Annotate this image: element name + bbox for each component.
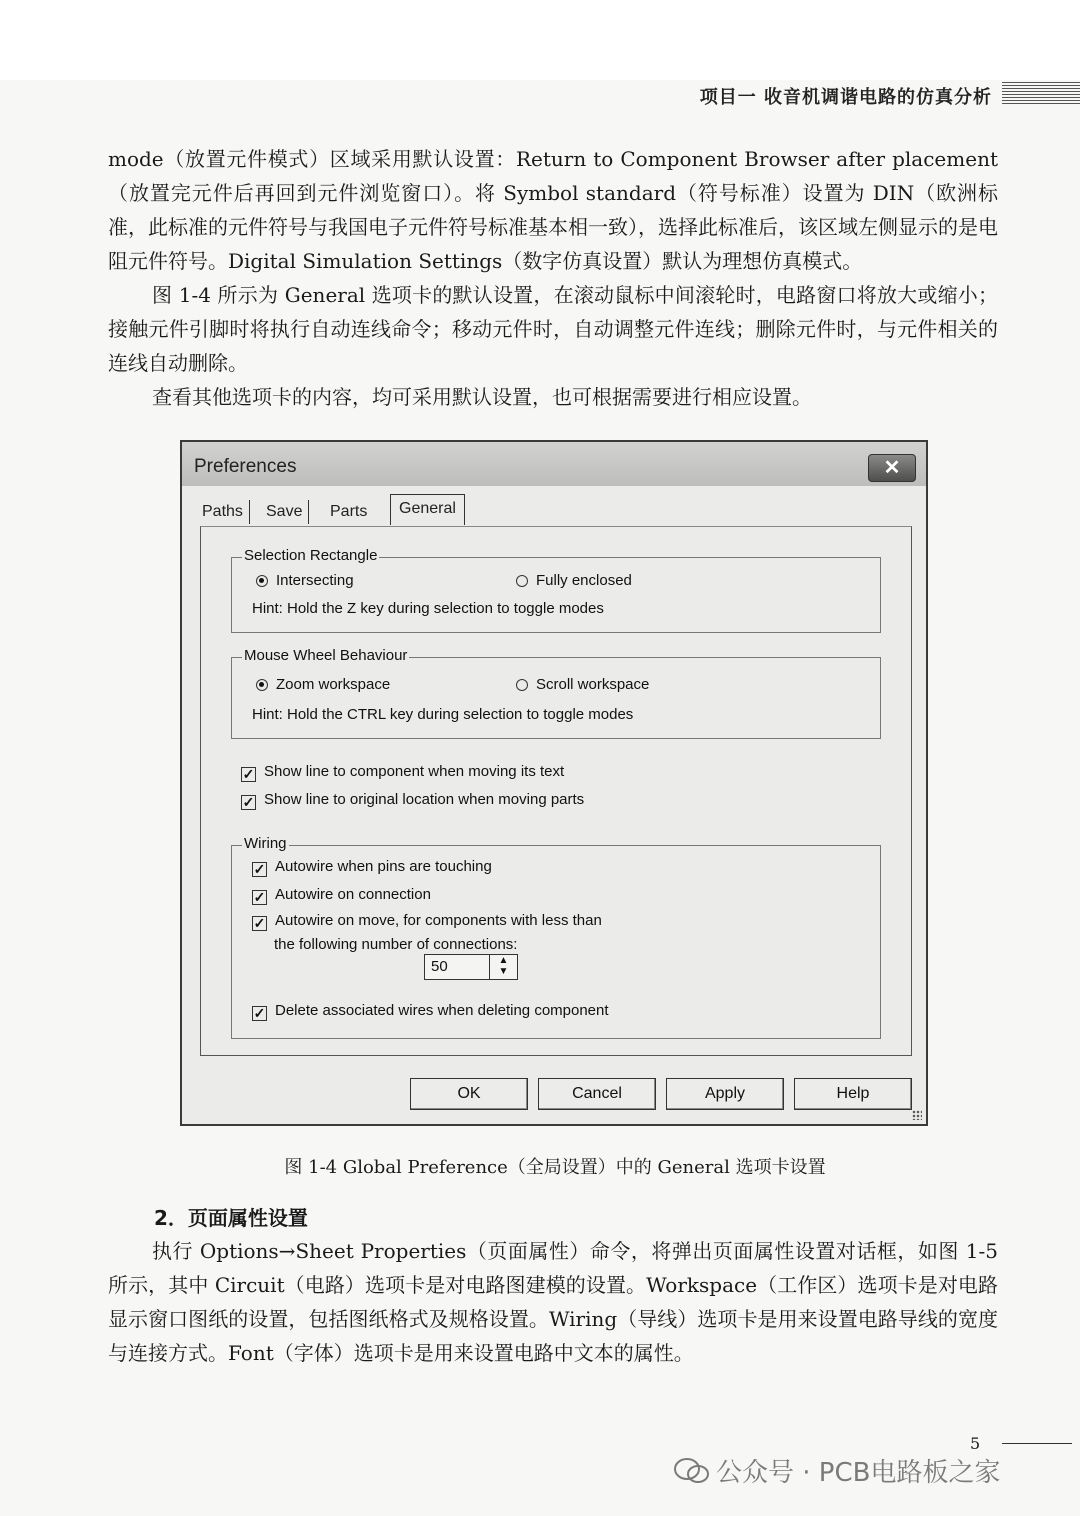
header-stripes <box>1002 82 1080 106</box>
connections-spinner[interactable] <box>424 954 518 980</box>
autowire-connection-label: Autowire on connection <box>275 886 431 903</box>
cancel-button[interactable]: Cancel <box>538 1078 656 1110</box>
radio-selected-icon <box>256 679 268 691</box>
autowire-move-checkbox[interactable] <box>252 912 602 931</box>
mouse-wheel-group <box>231 647 881 739</box>
selection-rectangle-title: Selection Rectangle <box>244 547 378 564</box>
checkmark-icon: ✓ <box>242 794 255 810</box>
zoom-workspace-radio[interactable] <box>256 676 390 693</box>
wechat-icon <box>672 1456 712 1486</box>
preferences-dialog <box>180 440 928 1126</box>
zoom-workspace-label: Zoom workspace <box>276 676 391 693</box>
autowire-move-label-2: the following number of connections: <box>274 936 518 953</box>
connections-value: 50 <box>431 958 448 975</box>
header-title: 项目一 收音机调谐电路的仿真分析 <box>699 87 992 108</box>
checkmark-icon: ✓ <box>253 861 266 877</box>
page-number-rule <box>1002 1443 1072 1444</box>
selection-rectangle-group <box>231 547 881 633</box>
help-button[interactable]: Help <box>794 1078 912 1110</box>
figure-caption: 图 1-4 Global Preference（全局设置）中的 General 选项卡设置 <box>284 1157 826 1178</box>
selection-hint: Hint: Hold the Z key during selection to toggle modes <box>252 600 604 617</box>
checkmark-icon: ✓ <box>242 766 255 782</box>
autowire-pins-checkbox[interactable] <box>252 858 492 877</box>
autowire-move-label: Autowire on move, for components with less than <box>275 912 602 929</box>
wiring-group <box>231 835 881 1039</box>
tab-general[interactable]: General <box>390 494 465 525</box>
intersecting-radio[interactable] <box>256 572 354 589</box>
scroll-workspace-label: Scroll workspace <box>536 676 650 693</box>
mouse-wheel-title: Mouse Wheel Behaviour <box>244 647 408 664</box>
radio-unselected-icon <box>516 679 528 691</box>
tab-paths[interactable]: Paths <box>196 500 250 524</box>
running-header <box>0 80 1080 110</box>
show-line-text-label: Show line to component when moving its text <box>264 763 565 780</box>
general-tab-panel <box>200 526 912 1056</box>
paragraph-3: 查看其他选项卡的内容，均可采用默认设置，也可根据需要进行相应设置。 <box>152 385 812 409</box>
resize-grip-icon[interactable] <box>912 1110 922 1120</box>
checkmark-icon: ✓ <box>253 1005 266 1021</box>
page-number: 5 <box>970 1434 981 1453</box>
tab-save[interactable]: Save <box>260 500 309 524</box>
spinner-arrows-icon[interactable]: ▲ ▼ <box>489 955 517 979</box>
autowire-pins-label: Autowire when pins are touching <box>275 858 492 875</box>
mouse-wheel-hint: Hint: Hold the CTRL key during selection to toggle modes <box>252 706 634 723</box>
section-heading: 2．页面属性设置 <box>154 1206 308 1230</box>
apply-button[interactable]: Apply <box>666 1078 784 1110</box>
delete-wires-label: Delete associated wires when deleting component <box>275 1002 609 1019</box>
show-line-text-checkbox[interactable] <box>241 763 564 782</box>
show-line-parts-checkbox[interactable] <box>241 791 584 810</box>
dialog-titlebar[interactable] <box>182 442 926 486</box>
ok-button[interactable]: OK <box>410 1078 528 1110</box>
delete-wires-checkbox[interactable] <box>252 1002 609 1021</box>
checkmark-icon: ✓ <box>253 889 266 905</box>
show-line-parts-label: Show line to original location when moving parts <box>264 791 585 808</box>
radio-selected-icon <box>256 575 268 587</box>
autowire-connection-checkbox[interactable] <box>252 886 431 905</box>
fully-enclosed-label: Fully enclosed <box>536 572 632 589</box>
dialog-title: Preferences <box>194 456 297 477</box>
watermark <box>672 1452 1000 1489</box>
checkmark-icon: ✓ <box>253 915 266 931</box>
paragraph-1: mode（放置元件模式）区域采用默认设置：Return to Component Browser after placement（放置完元件后再回到元件浏览窗口）。将 Symbol standard（符号标准）设置为 DIN（欧洲标准，此标准的元件符号与我国电子元件符号标准基本相一致），选择此标准后，该区域左侧显示的是电阻元件符号。Digital Simulation Settings（数字仿真设置）默认为理想仿真模式。 <box>108 147 998 273</box>
tab-parts[interactable]: Parts <box>330 503 368 520</box>
wiring-title: Wiring <box>244 835 287 852</box>
scroll-workspace-radio[interactable] <box>516 676 649 693</box>
radio-unselected-icon <box>516 575 528 587</box>
fully-enclosed-radio[interactable] <box>516 572 632 589</box>
paragraph-2: 图 1-4 所示为 General 选项卡的默认设置，在滚动鼠标中间滚轮时，电路窗口将放大或缩小；接触元件引脚时将执行自动连线命令；移动元件时，自动调整元件连线；删除元件时，与元件相关的连线自动删除。 <box>108 283 998 375</box>
intersecting-label: Intersecting <box>276 572 354 589</box>
close-button[interactable]: ✕ <box>868 454 916 482</box>
section-paragraph: 执行 Options→Sheet Properties（页面属性）命令，将弹出页面属性设置对话框，如图 1-5 所示，其中 Circuit（电路）选项卡是对电路图建模的设置。Workspace（工作区）选项卡是对电路显示窗口图纸的设置，包括图纸格式及规格设置。Wiring（导线）选项卡是用来设置电路导线的宽度与连接方式。Font（字体）选项卡是用来设置电路中文本的属性。 <box>108 1239 998 1365</box>
watermark-text: 公众号 · PCB电路板之家 <box>716 1458 1001 1488</box>
